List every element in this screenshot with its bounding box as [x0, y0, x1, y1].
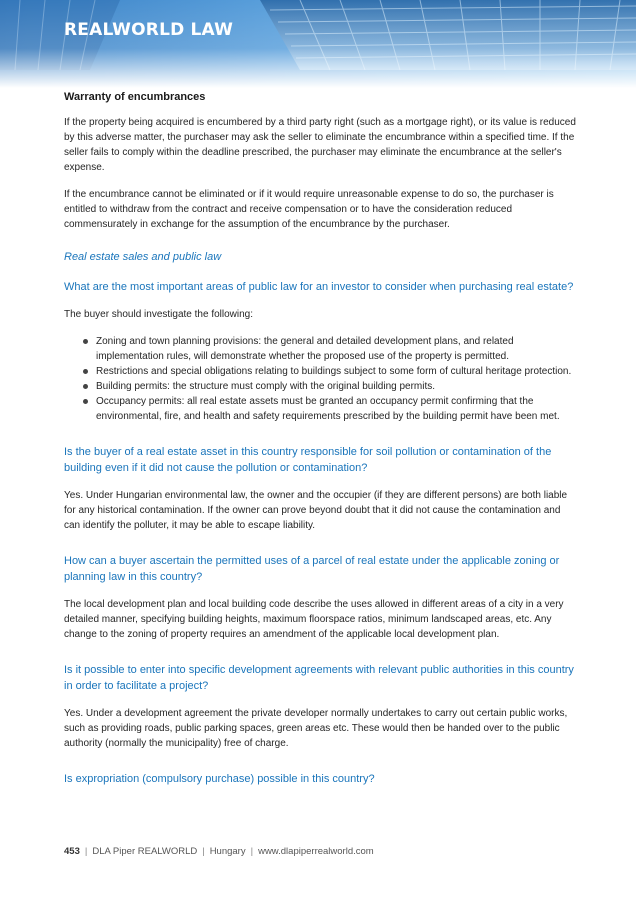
question-heading: Is expropriation (compulsory purchase) possible in this country?	[64, 773, 375, 785]
bullet-icon	[83, 369, 88, 374]
question-heading: Is the buyer of a real estate asset in this country responsible for soil pollution or contamination of the building even if it did not cause the pollution or contamination?	[64, 446, 552, 474]
footer-country: Hungary	[209, 846, 246, 857]
warranty-paragraph: If the encumbrance cannot be eliminated or if it would require unreasonable expense to do so, the purchaser is entitled to withdraw from the contract and receive compensation or to have the consideration reduced commensurately in exchange for the assumption of the encumbrance by the purchaser.	[64, 189, 554, 230]
building-photo-banner	[0, 0, 636, 88]
question-heading: How can a buyer ascertain the permitted uses of a parcel of real estate under the applicable zoning or planning law in this country?	[64, 555, 560, 583]
main-content	[64, 90, 576, 799]
question-heading: What are the most important areas of public law for an investor to consider when purchasing real estate?	[64, 281, 574, 293]
footer-separator: |	[84, 846, 88, 857]
bullet-text: Occupancy permits: all real estate assets must be granted an occupancy permit confirming that the environmental, fire, and health and safety requirements prescribed by the building permit have been met.	[96, 396, 560, 422]
footer-separator: |	[202, 846, 205, 857]
answer-paragraph: The local development plan and local building code describe the uses allowed in different areas of a city in a very detailed manner, specifying building heights, maximum floorspace ratios, minimum landscaped areas, etc. Any change to the zoning of property requires an amendment of the applicable local development plan.	[64, 599, 564, 640]
footer-publisher: DLA Piper REALWORLD	[92, 846, 198, 857]
bullet-item	[96, 394, 576, 424]
page-number: 453	[64, 846, 80, 857]
header-banner	[0, 0, 636, 88]
brand-title: REALWORLD LAW	[64, 20, 234, 40]
bullet-text: Building permits: the structure must comply with the original building permits.	[96, 381, 436, 392]
bullet-item	[96, 334, 576, 364]
bullet-list	[64, 334, 576, 424]
warranty-heading: Warranty of encumbrances	[64, 91, 206, 103]
bullet-text: Zoning and town planning provisions: the general and detailed development plans, and related implementation rules, will demonstrate whether the proposed use of the property is permitted.	[96, 336, 514, 362]
bullet-item	[96, 364, 576, 379]
footer-website-link[interactable]: www.dlapiperrealworld.com	[258, 846, 374, 857]
bullet-item	[96, 379, 576, 394]
answer-paragraph: Yes. Under a development agreement the private developer normally undertakes to carry out certain public works, such as providing roads, public parking spaces, green areas etc. These would then be handed over to the public authority (normally the municipality) free of charge.	[64, 708, 568, 749]
answer-paragraph: Yes. Under Hungarian environmental law, the owner and the occupier (if they are different persons) are both liable for any historical contamination. If the owner can prove beyond doubt that it did not cause the contamination and can identify the polluter, it may be able to escape liability.	[64, 490, 568, 531]
page-footer	[64, 846, 374, 857]
bullet-icon	[83, 399, 88, 404]
question-heading: Is it possible to enter into specific development agreements with relevant public authorities in this country in order to facilitate a project?	[64, 664, 574, 692]
answer-intro: The buyer should investigate the following:	[64, 309, 254, 320]
bullet-icon	[83, 384, 88, 389]
section-title: Real estate sales and public law	[64, 251, 222, 263]
warranty-paragraph: If the property being acquired is encumbered by a third party right (such as a mortgage right), or its value is reduced by this adverse matter, the purchaser may ask the seller to eliminate the encumbrance within a specified time. If the seller fails to comply within the deadline prescribed, the purchaser may eliminate the encumbrance at the seller's expense.	[64, 117, 576, 173]
footer-separator: |	[250, 846, 254, 857]
bullet-text: Restrictions and special obligations relating to buildings subject to some form of cultural heritage protection.	[96, 366, 572, 377]
bullet-icon	[83, 339, 88, 344]
